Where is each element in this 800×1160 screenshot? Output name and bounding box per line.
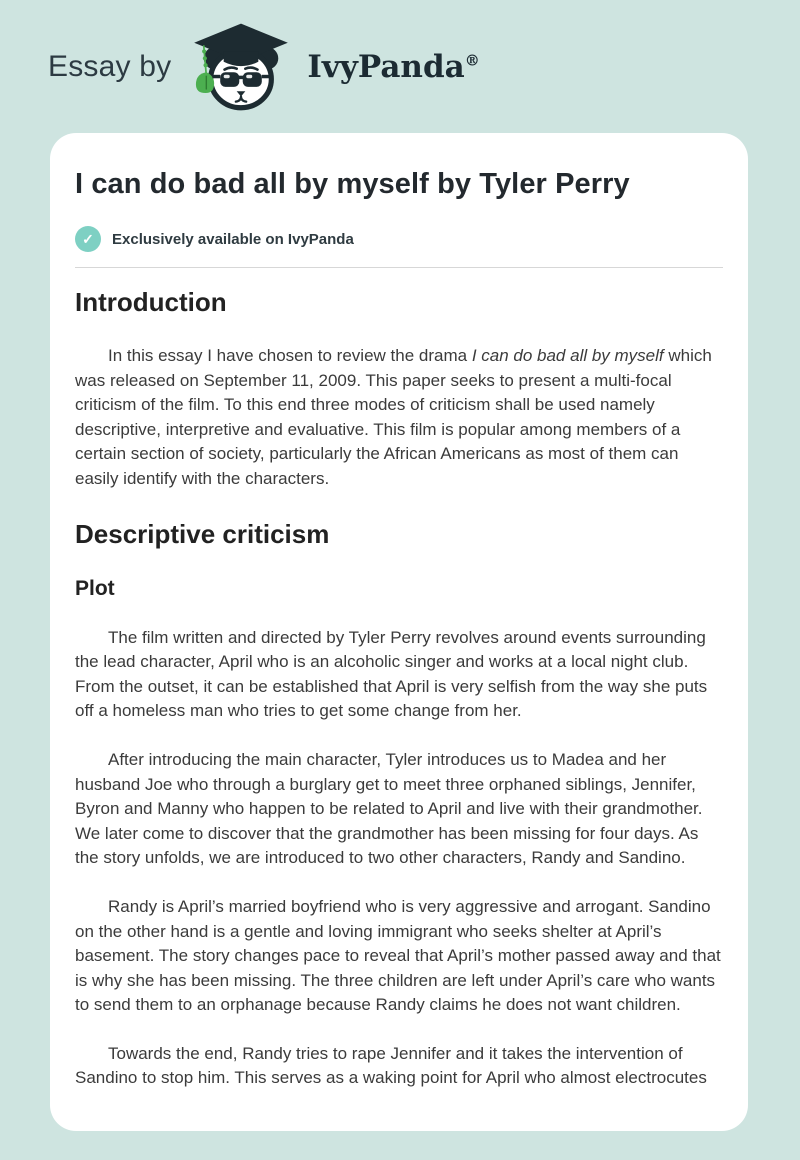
plot-paragraph-3: Randy is April’s married boyfriend who is very aggressive and arrogant. Sandino on the other hand is a gentle and loving immigrant who seeks shelter at April’s basement. The story changes pace to reveal that April’s mother passed away and that is why she has been missing. The three children are left under April’s care who wants to send them to an orphanage because Randy claims he does not want children.: [75, 896, 721, 1015]
intro-text-after: which was released on September 11, 2009. This paper seeks to present a multi-focal criticism of the film. To this end three modes of criticism shall be used namely descriptive, interpretive and evaluative. This film is popular among members of a certain section of society, particularly the African Americans as most of them can easily identify with the characters.: [75, 346, 712, 488]
intro-paragraph: [75, 344, 723, 492]
plot-paragraph-4: Towards the end, Randy tries to rape Jennifer and it takes the intervention of Sandino to stop him. This serves as a waking point for April who almost electrocutes: [75, 1043, 707, 1088]
heading-introduction: Introduction: [75, 287, 227, 317]
page-title: I can do bad all by myself by Tyler Perry: [75, 168, 630, 200]
exclusive-badge: [75, 226, 723, 252]
site-header: [0, 0, 800, 133]
registered-mark: ®: [464, 51, 480, 70]
essay-by-label: Essay by: [48, 49, 172, 83]
heading-descriptive-criticism: Descriptive criticism: [75, 518, 330, 549]
check-icon: ✓: [75, 226, 101, 252]
ivypanda-wordmark: [307, 49, 479, 85]
intro-text-before: In this essay I have chosen to review the drama: [108, 346, 472, 365]
film-title-italic: I can do bad all by myself: [471, 346, 664, 365]
divider: [75, 267, 723, 268]
essay-card: [50, 133, 748, 1131]
brand-text: IvyPanda: [307, 48, 465, 85]
heading-plot: Plot: [75, 576, 115, 600]
ivypanda-panda-logo-icon: [189, 21, 293, 113]
plot-paragraph-1: The film written and directed by Tyler Perry revolves around events surrounding the lead character, April who is an alcoholic singer and works at a local night club. From the outset, it can be established that April is very selfish from the way she puts off a homeless man who tries to get some change from her.: [75, 627, 708, 721]
exclusive-badge-label: Exclusively available on IvyPanda: [112, 230, 354, 248]
plot-paragraph-2: After introducing the main character, Tyler introduces us to Madea and her husband Joe who through a burglary get to meet three orphaned siblings, Jennifer, Byron and Manny who happen to be related to April and live with their grandmother. We later come to discover that the grandmother has been missing for four days. As the story unfolds, we are introduced to two other characters, Randy and Sandino.: [75, 749, 703, 868]
